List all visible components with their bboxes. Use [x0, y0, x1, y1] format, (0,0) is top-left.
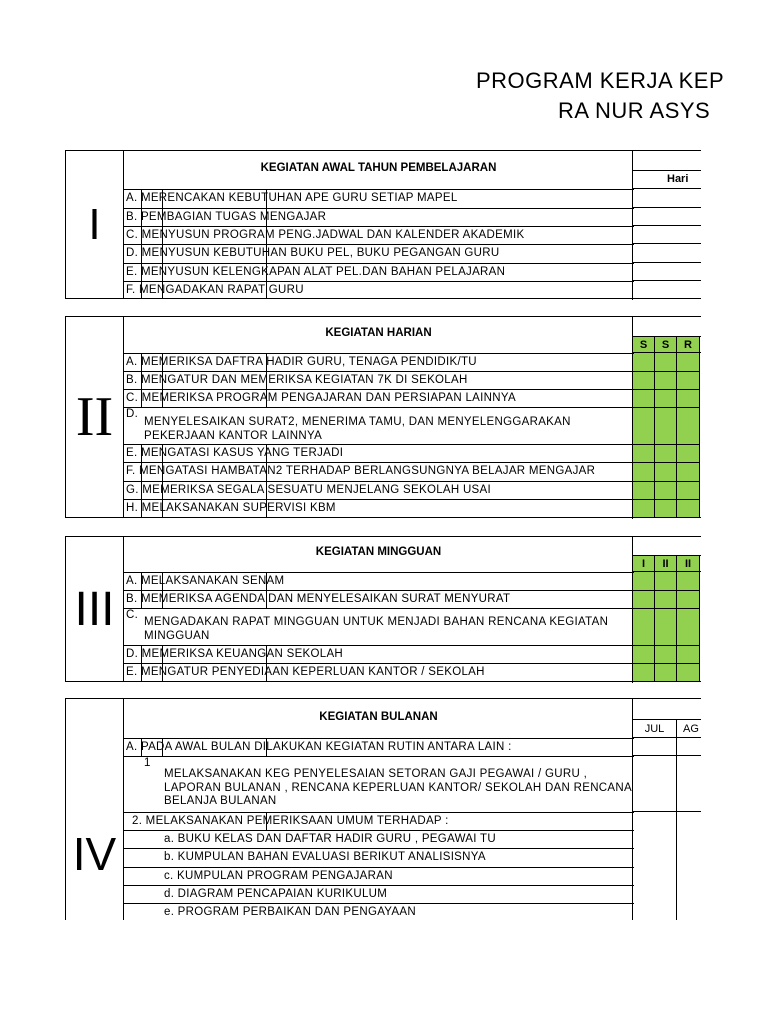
list-item: E. MENGATUR PENYEDIAAN KEPERLUAN KANTOR / SEKOLAH [124, 663, 634, 682]
list-item: b. KUMPULAN BAHAN EVALUASI BERIKUT ANALISISNYA [124, 848, 634, 867]
section-iii-schedule [632, 537, 701, 683]
list-item: D. MENYELESAIKAN SURAT2, MENERIMA TAMU, DAN MENYELENGGARAKAN PEKERJAAN KANTOR LAINNYA [124, 407, 634, 444]
list-item: H. MELAKSANAKAN SUPERVISI KBM [124, 499, 634, 518]
list-item: C. MENYUSUN PROGRAM PENG.JADWAL DAN KALENDER AKADEMIK [124, 226, 634, 244]
section-iii [65, 536, 701, 682]
list-item: e. PROGRAM PERBAIKAN DAN PENGAYAAN [124, 903, 634, 921]
section-iv-schedule [632, 699, 701, 939]
list-item: B. PEMBAGIAN TUGAS MENGAJAR [124, 208, 634, 226]
section-i-header: KEGIATAN AWAL TAHUN PEMBELAJARAN [260, 162, 497, 174]
section-ii-header: KEGIATAN HARIAN [325, 327, 432, 339]
title-line-1: PROGRAM KERJA KEP [476, 68, 725, 93]
list-item: A. MELAKSANAKAN SENAM [124, 572, 634, 590]
col-header: S [633, 336, 655, 353]
list-item: 1 MELAKSANAKAN KEG PENYELESAIAN SETORAN GAJI PEGAWAI / GURU , LAPORAN BULANAN , RENCANA KEPERLUAN KANTOR/ SEKOLAH DAN RENCANA BELANJA BULANAN [124, 756, 634, 812]
section-i-schedule [632, 151, 701, 300]
col-header: R [677, 336, 700, 353]
list-item: c. KUMPULAN PROGRAM PENGAJARAN [124, 867, 634, 885]
section-i-col-header: Hari [633, 170, 701, 189]
col-header: AG [677, 719, 701, 738]
list-item: E. MENGATASI KASUS YANG TERJADI [124, 444, 634, 462]
col-header: II [677, 555, 700, 572]
roman-numeral-iv: IV [66, 699, 124, 938]
roman-numeral-iii: III [66, 537, 124, 681]
col-header: II [655, 555, 677, 572]
list-item: D. MENYUSUN KEBUTUHAN BUKU PEL, BUKU PEGANGAN GURU [124, 244, 634, 263]
col-header: JUL [633, 719, 677, 738]
list-item: a. BUKU KELAS DAN DAFTAR HADIR GURU , PEGAWAI TU [124, 830, 634, 848]
list-item: B. MEMERIKSA AGENDA DAN MENYELESAIKAN SURAT MENYURAT [124, 590, 634, 608]
roman-numeral-i: I [66, 151, 124, 298]
list-item: A. PADA AWAL BULAN DILAKUKAN KEGIATAN RUTIN ANTARA LAIN : [124, 738, 634, 756]
list-item: B. MENGATUR DAN MEMERIKSA KEGIATAN 7K DI SEKOLAH [124, 371, 634, 389]
list-item: A. MEMERIKSA DAFTRA HADIR GURU, TENAGA PENDIDIK/TU [124, 353, 634, 371]
list-item: G. MEMERIKSA SEGALA SESUATU MENJELANG SEKOLAH USAI [124, 481, 634, 499]
list-item: C. MENGADAKAN RAPAT MINGGUAN UNTUK MENJADI BAHAN RENCANA KEGIATAN MINGGUAN [124, 608, 634, 645]
list-item: C. MEMERIKSA PROGRAM PENGAJARAN DAN PERSIAPAN LAINNYA [124, 389, 634, 407]
section-ii-schedule [632, 317, 701, 519]
list-item: D. MEMERIKSA KEUANGAN SEKOLAH [124, 645, 634, 663]
section-ii [65, 316, 701, 518]
col-header: S [655, 336, 677, 353]
list-item: 2. MELAKSANAKAN PEMERIKSAAN UMUM TERHADAP : [124, 812, 634, 830]
section-iv-header: KEGIATAN BULANAN [319, 711, 438, 723]
section-iv [65, 698, 701, 938]
roman-numeral-ii: II [66, 317, 124, 517]
list-item: E. MENYUSUN KELENGKAPAN ALAT PEL.DAN BAHAN PELAJARAN [124, 263, 634, 281]
section-i [65, 150, 701, 299]
list-item: d. DIAGRAM PENCAPAIAN KURIKULUM [124, 885, 634, 903]
col-header: I [633, 555, 655, 572]
list-item: A. MERENCAKAN KEBUTUHAN APE GURU SETIAP MAPEL [124, 189, 634, 208]
list-item: F. MENGADAKAN RAPAT GURU [124, 281, 634, 299]
section-iii-header: KEGIATAN MINGGUAN [315, 546, 442, 558]
title-line-2: RA NUR ASYS [558, 98, 711, 123]
list-item: F. MENGATASI HAMBATAN2 TERHADAP BERLANGSUNGNYA BELAJAR MENGAJAR [124, 462, 634, 481]
